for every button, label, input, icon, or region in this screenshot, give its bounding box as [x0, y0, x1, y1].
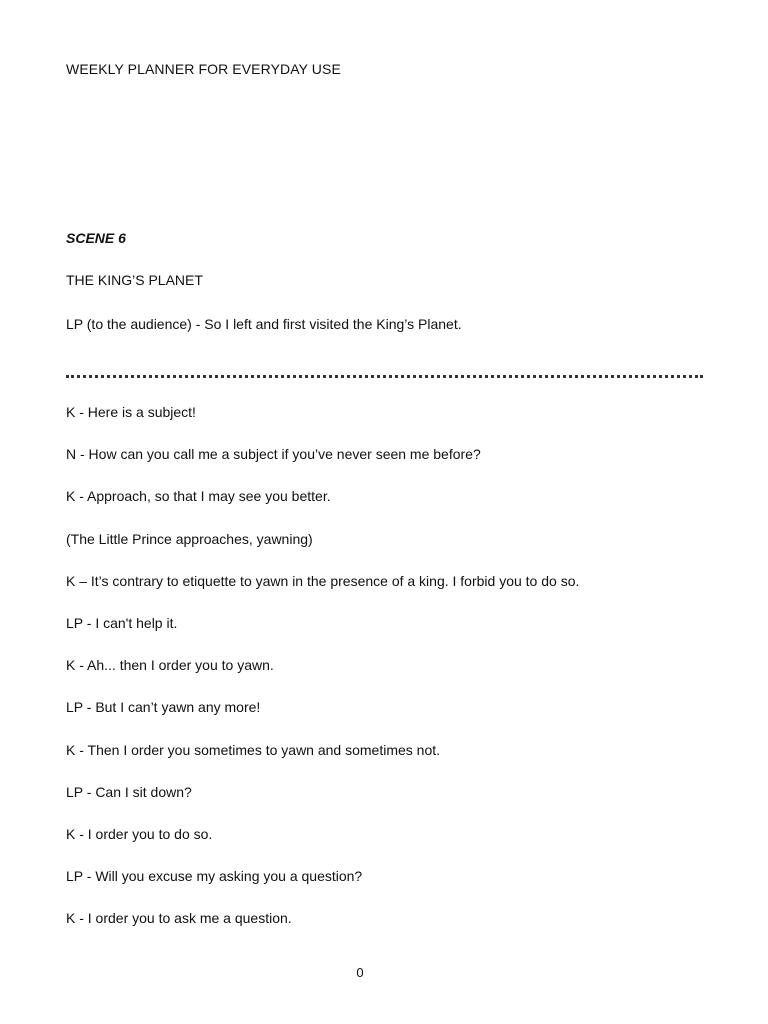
dialogue-line: LP - Can I sit down?: [66, 783, 192, 800]
page-number: 0: [356, 965, 364, 980]
dialogue-line: LP - But I can’t yawn any more!: [66, 699, 261, 716]
dialogue-line: N - How can you call me a subject if you’ve never seen me before?: [66, 446, 481, 463]
dialogue-line: K - Then I order you sometimes to yawn and sometimes not.: [66, 741, 441, 758]
dialogue-line: K - Here is a subject!: [66, 404, 196, 420]
dialogue-line: K – It’s contrary to etiquette to yawn in the presence of a king. I forbid you to do so.: [66, 572, 580, 589]
dialogue-line: K - Approach, so that I may see you better.: [66, 488, 331, 505]
dialogue-line: K - I order you to ask me a question.: [66, 910, 292, 927]
scene-subtitle: THE KING’S PLANET: [66, 272, 203, 288]
stage-direction: (The Little Prince approaches, yawning): [66, 530, 313, 547]
narration-line: LP (to the audience) - So I left and first visited the King’s Planet.: [66, 316, 462, 332]
dialogue-line: LP - Will you excuse my asking you a question?: [66, 868, 363, 885]
header-title: WEEKLY PLANNER FOR EVERYDAY USE: [66, 61, 341, 77]
scene-heading: SCENE 6: [66, 230, 126, 246]
dialogue-line: K - Ah... then I order you to yawn.: [66, 657, 274, 674]
dialogue-line: K - I order you to do so.: [66, 825, 213, 842]
dialogue-line: LP - I can't help it.: [66, 614, 178, 631]
dotted-divider: [66, 375, 703, 378]
dialogue-list: [66, 404, 579, 952]
